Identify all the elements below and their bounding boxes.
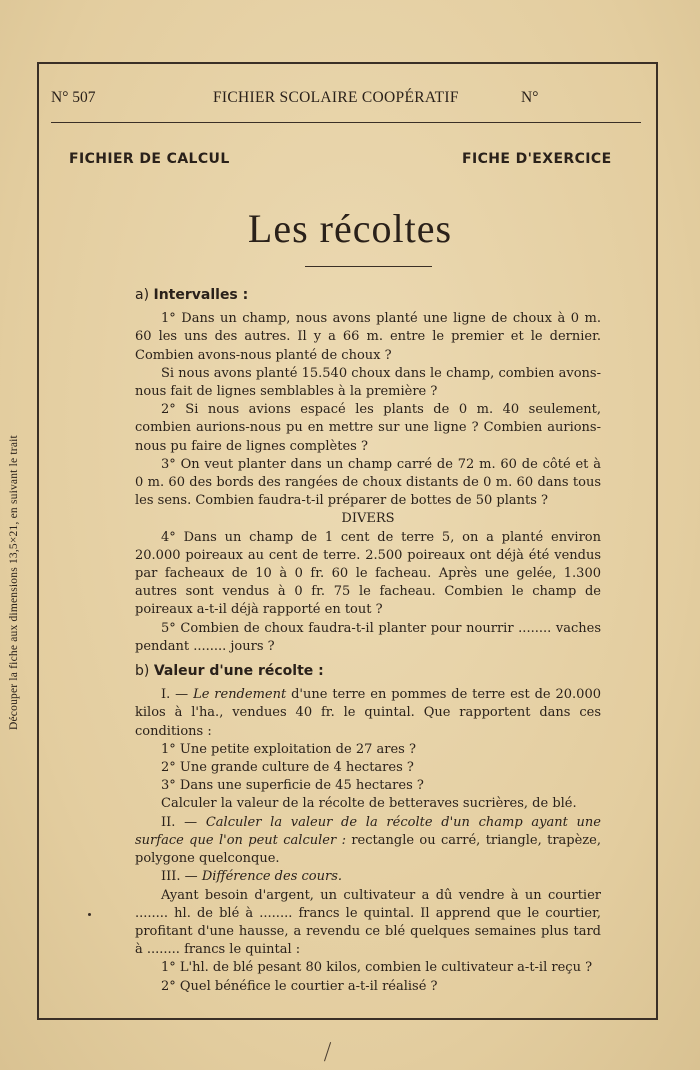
exercise-content	[135, 286, 601, 996]
sheet-number-blank: N°	[521, 89, 539, 106]
section-a-label: Intervalles :	[153, 287, 249, 303]
b1-prefix: I. —	[161, 687, 194, 703]
header-rule	[51, 122, 641, 123]
b2-italic: Calculer la valeur de la récolte d'un champ ayant une surface que l'on peut calculer :	[135, 814, 601, 848]
b1-item-1: 1° Une petite exploitation de 27 ares ?	[161, 741, 416, 757]
section-b-label: Valeur d'une récolte :	[153, 663, 324, 680]
subheader-right: FICHE D'EXERCICE	[462, 151, 612, 167]
header-title: FICHIER SCOLAIRE COOPÉRATIF	[213, 89, 459, 106]
exercise-a3: 3° On veut planter dans un champ carré de 72 m. 60 de côté et à 0 m. 60 des bords des rangées de choux distants de 0 m. 60 dans tous les sens. Combien faudra-t-il préparer de bottes de 50 plants ?	[135, 456, 601, 509]
exercise-b1	[135, 686, 601, 741]
exercise-b1b: Calculer la valeur de la récolte de betteraves sucrières, de blé.	[161, 796, 577, 812]
exercise-b3-text: Ayant besoin d'argent, un cultivateur a dû vendre à un courtier ........ hl. de blé à ........ francs le quintal. Il apprend que le courtier, profitant d'une hausse, a revendu ce blé quelques semaines plus tard à ........ francs le quintal :	[135, 887, 601, 958]
sheet-number: N° 507	[51, 89, 96, 106]
exercise-a4: 4° Dans un champ de 1 cent de terre 5, on a planté environ 20.000 poireaux au cent de terre. 2.500 poireaux ont déjà été vendus par facheaux de 10 à 0 fr. 60 le facheau. Après une gelée, 1.300 autres sont vendus à 0 fr. 75 le facheau. Combien le champ de poireaux a-t-il déjà rapporté en tout ?	[135, 529, 601, 618]
exercise-a1: 1° Dans un champ, nous avons planté une ligne de choux à 0 m. 60 les uns des autres. Il y a 66 m. entre le premier et le dernier. Combien avons-nous planté de choux ?	[135, 311, 601, 363]
title-rule	[305, 266, 432, 267]
b1-italic: Le rendement	[193, 687, 287, 703]
b2-prefix: II. —	[161, 814, 206, 830]
section-a-heading	[135, 286, 601, 304]
ink-dot	[88, 913, 91, 916]
b1-item-3: 3° Dans une superficie de 45 hectares ?	[161, 778, 424, 794]
section-b-heading	[135, 662, 601, 680]
b3-prefix: III. —	[161, 869, 202, 885]
header	[51, 89, 641, 111]
section-a-letter: a)	[135, 287, 150, 303]
page-title: Les récoltes	[247, 206, 453, 251]
divers-heading: DIVERS	[341, 511, 395, 527]
exercise-a2: 2° Si nous avions espacé les plants de 0 m. 40 seulement, combien aurions-nous pu en mettre sur une ligne ? Combien aurions-nous pu faire de lignes complètes ?	[135, 402, 601, 454]
section-b-letter: b)	[135, 663, 150, 680]
b1-item-2: 2° Une grande culture de 4 hectares ?	[161, 760, 414, 776]
exercise-b3-q2: 2° Quel bénéfice le courtier a-t-il réalisé ?	[161, 978, 438, 994]
exercise-b2	[135, 814, 601, 869]
exercise-a5: 5° Combien de choux faudra-t-il planter pour nourrir ........ vaches pendant ........ jours ?	[135, 620, 601, 654]
exercise-a1b: Si nous avons planté 15.540 choux dans le champ, combien avons-nous fait de lignes semblables à la première ?	[135, 365, 601, 400]
exercise-b3-q1: 1° L'hl. de blé pesant 80 kilos, combien le cultivateur a-t-il reçu ?	[161, 960, 593, 976]
subheader-left: FICHIER DE CALCUL	[69, 151, 230, 167]
cut-instruction: Découper la fiche aux dimensions 13,5×21, en suivant le trait	[8, 435, 20, 730]
exercise-b3	[135, 868, 601, 886]
b2-rest: rectangle ou carré, triangle, trapèze, polygone quelconque.	[135, 832, 601, 867]
b1-rest: d'une terre en pommes de terre est de 20.000 kilos à l'ha., vendues 40 fr. le quintal. Que rapportent dans ces conditions :	[135, 687, 601, 739]
b3-italic: Différence des cours.	[201, 869, 343, 885]
